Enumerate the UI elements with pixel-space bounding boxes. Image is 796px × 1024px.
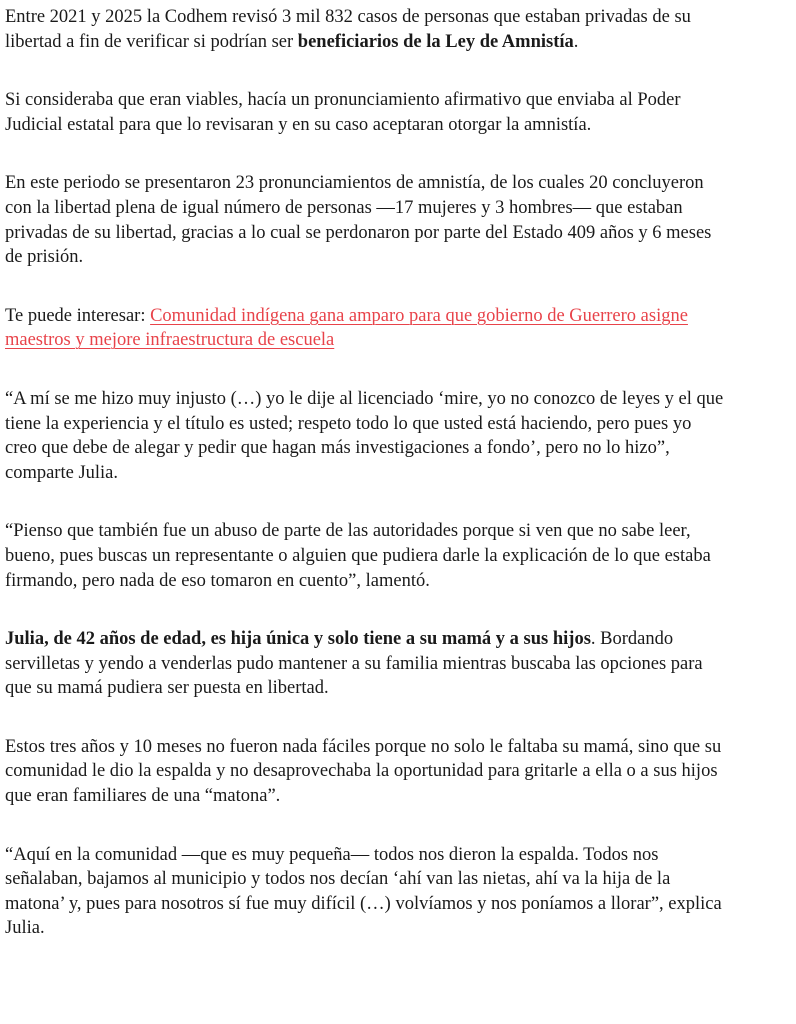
paragraph-text: .	[573, 31, 579, 52]
paragraph-amnesty-results: En este periodo se presentaron 23 pronunciamientos de amnistía, de los cuales 20 concluyeron con la libertad plena de igual número de personas —17 mujeres y 3 hombres— que estaban privadas de su libertad, gracias a lo cual se perdonaron por parte del Estado 409 años y 6 meses de prisión.	[5, 173, 712, 268]
paragraph-pronouncement: Si consideraba que eran viables, hacía un pronunciamiento afirmativo que enviaba al Poder Judicial estatal para que lo revisaran y en su caso aceptaran otorgar la amnistía.	[5, 90, 681, 135]
paragraph-text: . Bordando servilletas y yendo a venderlas pudo mantener a su familia mientras buscaba las opciones para que su mamá pudiera ser puesta en libertad.	[5, 629, 703, 699]
paragraph-quote-injustice: “A mí se me hizo muy injusto (…) yo le dije al licenciado ‘mire, yo no conozco de leyes y el que tiene la experiencia y el título es usted; respeto todo lo que usted está haciendo, pero pues yo creo que debe de alegar y pedir que hagan más investigaciones a fondo’, pero no lo hizo”, comparte Julia.	[5, 388, 724, 483]
paragraph-text: Entre 2021 y 2025 la Codhem revisó 3 mil 832 casos de personas que estaban privadas de su libertad a fin de verificar si podrían ser	[5, 7, 691, 52]
paragraph-codhem-cases	[5, 5, 727, 54]
paragraph-julia-family	[5, 627, 727, 701]
bold-text: Julia, de 42 años de edad, es hija única y solo tiene a su mamá y a sus hijos	[5, 629, 591, 650]
paragraph-quote-abuse: “Pienso que también fue un abuso de parte de las autoridades porque si ven que no sabe leer, bueno, pues buscas un representante o alguien que pudiera darle la explicación de lo que estaba firmando, pero nada de eso tomaron en cuento”, lamentó.	[5, 521, 711, 591]
paragraph-community-rejection: Estos tres años y 10 meses no fueron nada fáciles porque no solo le faltaba su mamá, sino que su comunidad le dio la espalda y no desaprovechaba la oportunidad para gritarle a ella o a sus hijos que eran familiares de una “matona”.	[5, 736, 722, 807]
related-article-link[interactable]: Comunidad indígena gana amparo para que gobierno de Guerrero asigne maestros y mejore infraestructura de escuela	[5, 305, 688, 351]
paragraph-quote-community: “Aquí en la comunidad —que es muy pequeña— todos nos dieron la espalda. Todos nos señalaban, bajamos al municipio y todos nos decían ‘ahí van las nietas, ahí va la hija de la matona’ y, pues para nosotros sí fue muy difícil (…) volvíamos y nos poníamos a llorar”, explica Julia.	[5, 844, 722, 939]
paragraph-related-link	[5, 304, 727, 353]
bold-text: beneficiarios de la Ley de Amnistía	[297, 31, 574, 52]
related-prefix: Te puede interesar:	[5, 305, 151, 326]
